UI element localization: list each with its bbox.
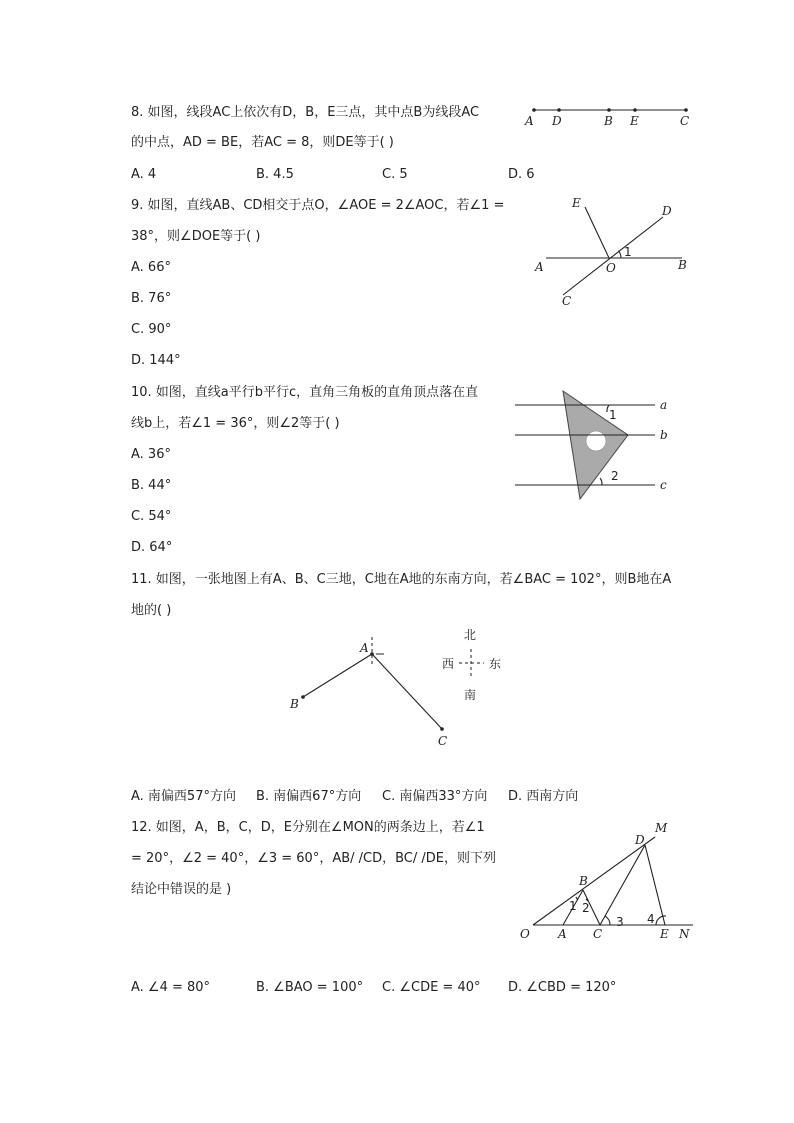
q9-option-b[interactable]: B. 76° — [131, 291, 172, 306]
label-b: B — [604, 114, 613, 128]
label-b: B — [290, 697, 299, 711]
q9-option-c[interactable]: C. 90° — [131, 322, 172, 337]
label-angle-1: 1 — [569, 899, 577, 913]
label-a: A — [525, 114, 534, 128]
label-b: B — [579, 874, 588, 888]
q9-intersecting-lines-figure — [530, 195, 700, 310]
q12-option-b[interactable]: B. ∠BAO = 100° — [256, 980, 364, 995]
point-a — [370, 652, 374, 656]
q12-angle-figure — [515, 815, 700, 945]
compass-north: 北 — [464, 628, 477, 642]
label-angle-2: 2 — [611, 469, 619, 483]
label-c: C — [438, 734, 448, 748]
q11-stem-line2: 地的( ) — [131, 603, 172, 618]
point-c — [684, 108, 688, 112]
q8-stem-line2: 的中点，AD = BE，若AC = 8，则DE等于( ) — [131, 135, 394, 150]
q11-option-c[interactable]: C. 南偏西33°方向 — [382, 789, 488, 804]
label-c: C — [593, 927, 603, 941]
q8-option-c[interactable]: C. 5 — [382, 167, 408, 182]
q11-option-a[interactable]: A. 南偏西57°方向 — [131, 789, 236, 804]
segment-ab — [303, 654, 372, 697]
label-a: A — [360, 641, 369, 655]
label-e: E — [572, 196, 581, 210]
q11-option-b[interactable]: B. 南偏西67°方向 — [256, 789, 362, 804]
q11-stem-line1: 11. 如图，一张地图上有A、B、C三地，C地在A地的东南方向，若∠BAC = 102°，则B地在A — [131, 572, 672, 587]
label-m: M — [655, 821, 668, 835]
point-a — [532, 108, 536, 112]
label-d: D — [662, 204, 672, 218]
label-d: D — [552, 114, 562, 128]
q8-option-a[interactable]: A. 4 — [131, 167, 157, 182]
compass-south: 南 — [464, 688, 477, 702]
q8-stem-line1: 8. 如图，线段AC上依次有D，B，E三点，其中点B为线段AC — [131, 105, 480, 120]
label-e: E — [660, 927, 669, 941]
q10-option-d[interactable]: D. 64° — [131, 540, 173, 555]
label-angle-1: 1 — [624, 245, 632, 259]
angle-1-arc — [619, 251, 622, 258]
q12-stem-line3: 结论中错误的是 ) — [131, 882, 232, 897]
angle-3-arc — [605, 916, 610, 925]
q11-map-figure — [280, 625, 530, 755]
q9-stem-line2: 38°，则∠DOE等于( ) — [131, 229, 261, 244]
compass-west: 西 — [442, 657, 455, 671]
ray-oe — [585, 207, 609, 258]
label-d: D — [635, 833, 645, 847]
q11-option-d[interactable]: D. 西南方向 — [508, 789, 579, 804]
label-angle-2: 2 — [582, 901, 590, 915]
q12-stem-line1: 12. 如图，A，B，C，D，E分别在∠MON的两条边上，若∠1 — [131, 820, 485, 835]
set-square-hole — [586, 431, 606, 451]
q10-stem-line2: 线b上，若∠1 = 36°，则∠2等于( ) — [131, 416, 340, 431]
q12-option-a[interactable]: A. ∠4 = 80° — [131, 980, 211, 995]
label-angle-4: 4 — [647, 912, 655, 926]
point-b — [607, 108, 611, 112]
label-c: C — [562, 294, 572, 308]
q9-stem-line1: 9. 如图，直线AB、CD相交于点O，∠AOE = 2∠AOC，若∠1 = — [131, 198, 505, 213]
point-d — [557, 108, 561, 112]
line-cd — [563, 217, 663, 295]
point-c — [440, 727, 444, 731]
label-c: c — [660, 478, 667, 492]
label-o: O — [606, 261, 616, 275]
q10-option-c[interactable]: C. 54° — [131, 509, 172, 524]
q9-option-a[interactable]: A. 66° — [131, 260, 171, 275]
q10-option-b[interactable]: B. 44° — [131, 478, 172, 493]
point-b — [301, 695, 305, 699]
q8-option-d[interactable]: D. 6 — [508, 167, 535, 182]
label-b: B — [678, 258, 687, 272]
q10-set-square-figure — [510, 385, 700, 505]
q8-option-b[interactable]: B. 4.5 — [256, 167, 294, 182]
q8-segment-figure — [520, 100, 695, 130]
label-angle-3: 3 — [616, 915, 624, 929]
q10-stem-line1: 10. 如图，直线a平行b平行c，直角三角板的直角顶点落在直 — [131, 385, 479, 400]
label-o: O — [520, 927, 530, 941]
label-n: N — [679, 927, 690, 941]
label-angle-1: 1 — [609, 408, 617, 422]
q12-option-c[interactable]: C. ∠CDE = 40° — [382, 980, 481, 995]
segment-ac — [372, 654, 442, 729]
segment-cd — [600, 845, 645, 925]
angle-2-arc — [600, 478, 602, 485]
label-a: A — [535, 260, 544, 274]
label-e: E — [630, 114, 639, 128]
label-c: C — [680, 114, 690, 128]
point-e — [633, 108, 637, 112]
q9-option-d[interactable]: D. 144° — [131, 353, 181, 368]
q12-stem-line2: = 20°，∠2 = 40°，∠3 = 60°，AB/ /CD，BC/ /DE，则下列 — [131, 851, 496, 866]
compass-east: 东 — [489, 657, 502, 671]
q12-option-d[interactable]: D. ∠CBD = 120° — [508, 980, 617, 995]
q10-option-a[interactable]: A. 36° — [131, 447, 171, 462]
label-a: a — [660, 398, 668, 412]
label-b: b — [660, 428, 668, 442]
label-a: A — [558, 927, 567, 941]
